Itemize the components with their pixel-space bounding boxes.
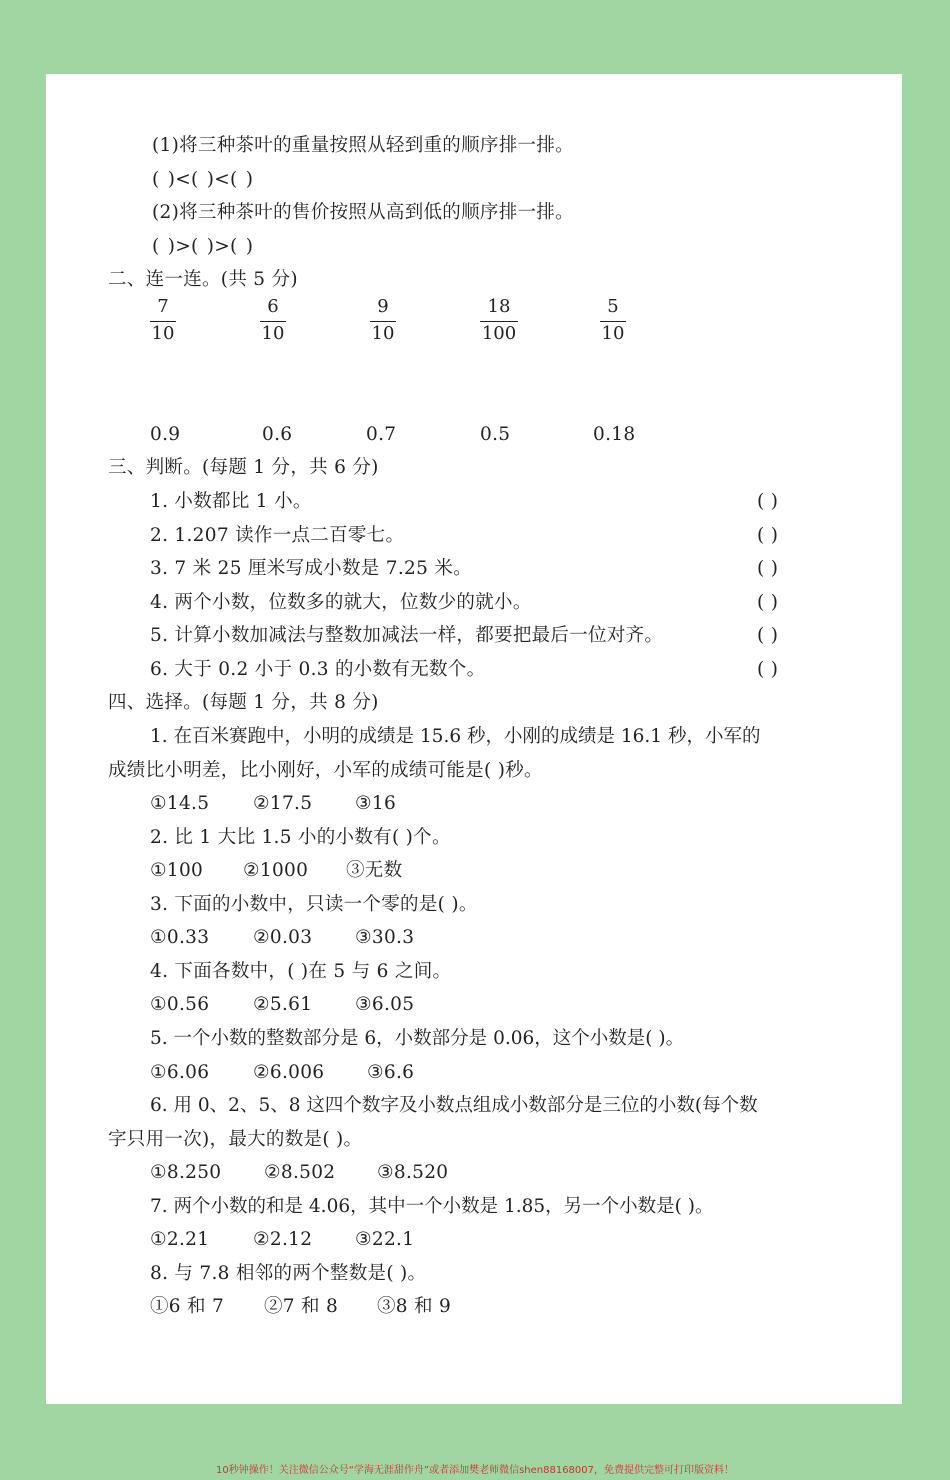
judge-bracket-5[interactable]: ( )	[757, 625, 779, 646]
answer-blank-1-1: ( )<( )<( )	[152, 169, 254, 190]
judge-bracket-2[interactable]: ( )	[757, 525, 779, 546]
fraction-7-10[interactable]	[150, 296, 176, 345]
choice-q6-line1: 6. 用 0、2、5、8 这四个数字及小数点组成小数部分是三位的小数(每个数	[150, 1095, 758, 1116]
numerator: 5	[607, 296, 619, 317]
choice-q6-option-1[interactable]: ①8.250	[150, 1162, 222, 1183]
judge-bracket-3[interactable]: ( )	[757, 558, 779, 579]
choice-q7-option-1[interactable]: ①2.21	[150, 1229, 210, 1250]
choice-q5: 5. 一个小数的整数部分是 6，小数部分是 0.06，这个小数是( )。	[150, 1028, 685, 1049]
judge-item-2: 2. 1.207 读作一点二百零七。	[150, 525, 405, 546]
choice-q1-line2: 成绩比小明差，比小刚好，小军的成绩可能是( )秒。	[108, 760, 543, 781]
section-3-title: 三、判断。(每题 1 分，共 6 分)	[108, 457, 379, 478]
fraction-18-100[interactable]	[480, 296, 518, 345]
choice-q2-option-3[interactable]: ③无数	[346, 860, 403, 881]
choice-q4-option-2[interactable]: ②5.61	[253, 994, 313, 1015]
choice-q7-option-2[interactable]: ②2.12	[253, 1229, 313, 1250]
decimal-0-7[interactable]: 0.7	[366, 424, 397, 445]
choice-q6-line2: 字只用一次)，最大的数是( )。	[108, 1129, 363, 1150]
fraction-bar	[600, 321, 626, 322]
choice-q8-option-3[interactable]: ③8 和 9	[377, 1296, 452, 1317]
choice-q4: 4. 下面各数中，( )在 5 与 6 之间。	[150, 961, 452, 982]
section-2-title: 二、连一连。(共 5 分)	[108, 269, 298, 290]
choice-q5-option-2[interactable]: ②6.006	[253, 1062, 325, 1083]
denominator: 10	[151, 323, 175, 344]
choice-q8-option-2[interactable]: ②7 和 8	[264, 1296, 339, 1317]
decimal-0-9[interactable]: 0.9	[150, 424, 181, 445]
judge-item-3: 3. 7 米 25 厘米写成小数是 7.25 米。	[150, 558, 472, 579]
choice-q2: 2. 比 1 大比 1.5 小的小数有( )个。	[150, 827, 451, 848]
numerator: 7	[157, 296, 169, 317]
choice-q2-option-2[interactable]: ②1000	[243, 860, 309, 881]
denominator: 10	[261, 323, 285, 344]
footer-promo-text: 10秒钟操作！关注微信公众号“学海无涯甜作舟”或者添加樊老师微信shen88168007，免费提供完整可打印版资料！	[215, 1465, 735, 1476]
fraction-bar	[150, 321, 176, 322]
choice-q1-line1: 1. 在百米赛跑中，小明的成绩是 15.6 秒，小刚的成绩是 16.1 秒，小军的	[150, 726, 761, 747]
decimal-0-18[interactable]: 0.18	[593, 424, 636, 445]
judge-bracket-6[interactable]: ( )	[757, 659, 779, 680]
judge-bracket-1[interactable]: ( )	[757, 491, 779, 512]
choice-q1-option-1[interactable]: ①14.5	[150, 793, 210, 814]
numerator: 18	[487, 296, 511, 317]
choice-q4-option-3[interactable]: ③6.05	[355, 994, 415, 1015]
numerator: 9	[377, 296, 389, 317]
fraction-9-10[interactable]	[370, 296, 396, 345]
choice-q3-option-1[interactable]: ①0.33	[150, 927, 210, 948]
fraction-6-10[interactable]	[260, 296, 286, 345]
judge-item-4: 4. 两个小数，位数多的就大，位数少的就小。	[150, 592, 532, 613]
choice-q4-option-1[interactable]: ①0.56	[150, 994, 210, 1015]
fraction-bar	[480, 321, 518, 322]
fraction-5-10[interactable]	[600, 296, 626, 345]
choice-q6-option-2[interactable]: ②8.502	[264, 1162, 336, 1183]
choice-q1-option-3[interactable]: ③16	[355, 793, 397, 814]
denominator: 10	[371, 323, 395, 344]
choice-q7: 7. 两个小数的和是 4.06，其中一个小数是 1.85，另一个小数是( )。	[150, 1196, 714, 1217]
choice-q2-option-1[interactable]: ①100	[150, 860, 204, 881]
question-1-1: (1)将三种茶叶的重量按照从轻到重的顺序排一排。	[152, 135, 574, 156]
question-1-2: (2)将三种茶叶的售价按照从高到低的顺序排一排。	[152, 202, 574, 223]
fraction-bar	[370, 321, 396, 322]
judge-item-5: 5. 计算小数加减法与整数加减法一样，都要把最后一位对齐。	[150, 625, 664, 646]
judge-item-6: 6. 大于 0.2 小于 0.3 的小数有无数个。	[150, 659, 486, 680]
choice-q3-option-2[interactable]: ②0.03	[253, 927, 313, 948]
judge-item-1: 1. 小数都比 1 小。	[150, 491, 312, 512]
choice-q5-option-3[interactable]: ③6.6	[367, 1062, 415, 1083]
choice-q8: 8. 与 7.8 相邻的两个整数是( )。	[150, 1263, 427, 1284]
numerator: 6	[267, 296, 279, 317]
decimal-0-5[interactable]: 0.5	[480, 424, 511, 445]
choice-q3-option-3[interactable]: ③30.3	[355, 927, 415, 948]
choice-q6-option-3[interactable]: ③8.520	[377, 1162, 449, 1183]
denominator: 100	[481, 323, 517, 344]
choice-q3: 3. 下面的小数中，只读一个零的是( )。	[150, 894, 478, 915]
choice-q5-option-1[interactable]: ①6.06	[150, 1062, 210, 1083]
section-4-title: 四、选择。(每题 1 分，共 8 分)	[108, 692, 379, 713]
choice-q8-option-1[interactable]: ①6 和 7	[150, 1296, 225, 1317]
judge-bracket-4[interactable]: ( )	[757, 592, 779, 613]
choice-q1-option-2[interactable]: ②17.5	[253, 793, 313, 814]
answer-blank-1-2: ( )>( )>( )	[152, 236, 254, 257]
fraction-bar	[260, 321, 286, 322]
choice-q7-option-3[interactable]: ③22.1	[355, 1229, 415, 1250]
denominator: 10	[601, 323, 625, 344]
decimal-0-6[interactable]: 0.6	[262, 424, 293, 445]
